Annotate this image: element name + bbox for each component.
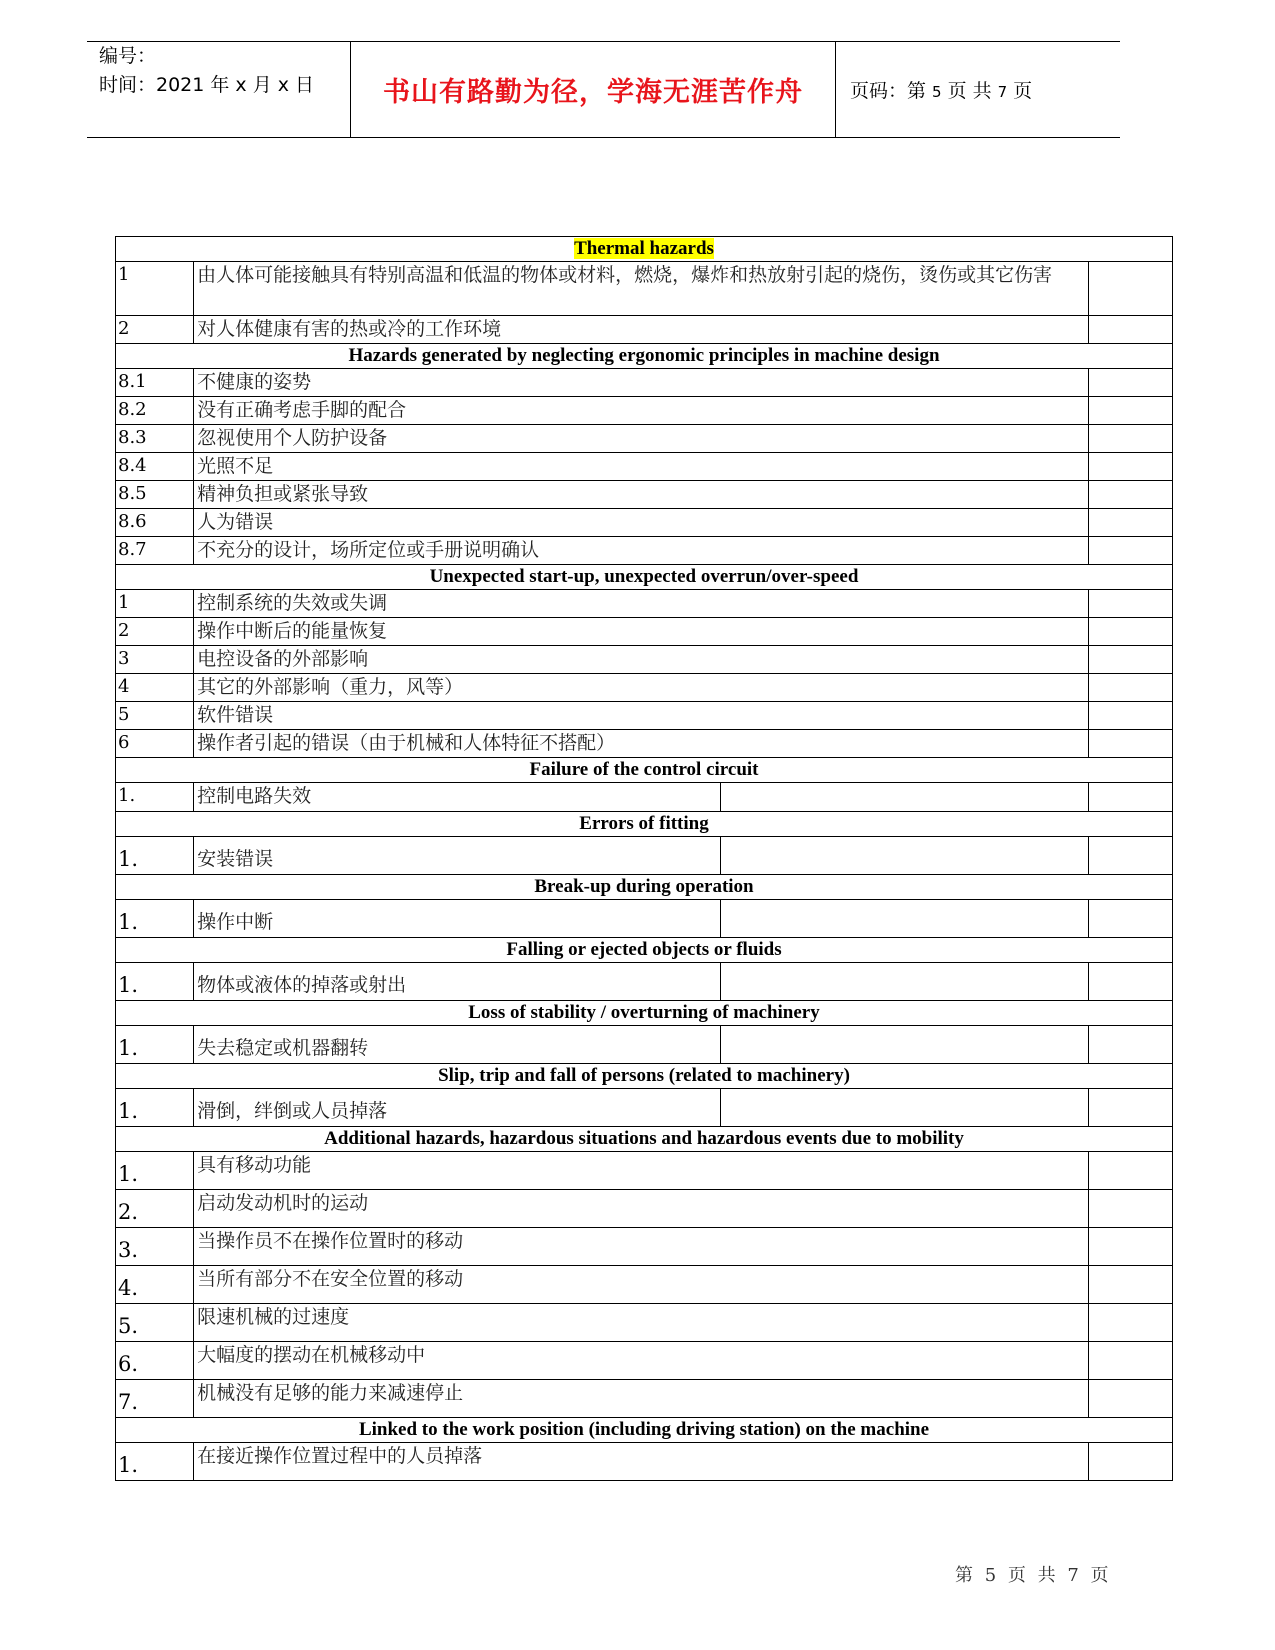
section-title: Linked to the work position (including driving station) on the machine (358, 1419, 930, 1440)
section-title-cell (116, 938, 1173, 963)
item-description: 不健康的姿势 (194, 369, 1089, 397)
item-number: 1. (116, 783, 194, 812)
section-title-cell (116, 1064, 1173, 1089)
item-number: 1. (116, 963, 194, 1001)
table-row (116, 1443, 1173, 1481)
table-row (116, 1026, 1173, 1064)
empty-cell (1088, 900, 1172, 938)
empty-cell (720, 837, 1088, 875)
empty-cell (1088, 1026, 1172, 1064)
table-row (116, 1089, 1173, 1127)
empty-cell (1088, 1152, 1172, 1190)
empty-cell (720, 1026, 1088, 1064)
section-title-cell (116, 1001, 1173, 1026)
item-description: 忽视使用个人防护设备 (194, 425, 1089, 453)
item-number: 3 (116, 646, 194, 674)
section-title: Unexpected start-up, unexpected overrun/over-speed (429, 566, 859, 587)
item-description: 滑倒，绊倒或人员掉落 (194, 1089, 720, 1127)
item-description: 限速机械的过速度 (194, 1304, 1089, 1342)
empty-cell (1088, 1304, 1172, 1342)
item-description: 没有正确考虑手脚的配合 (194, 397, 1089, 425)
section-header-row (116, 1418, 1173, 1443)
section-header-row (116, 344, 1173, 369)
section-title-cell (116, 565, 1173, 590)
empty-cell (1088, 1266, 1172, 1304)
item-description: 人为错误 (194, 509, 1089, 537)
section-title-cell (116, 344, 1173, 369)
section-title: Slip, trip and fall of persons (related to machinery) (438, 1065, 850, 1086)
page-footer: 第 5 页 共 7 页 (955, 1565, 1112, 1586)
table-row (116, 1152, 1173, 1190)
section-header-row (116, 1001, 1173, 1026)
table-row (116, 702, 1173, 730)
header-info-cell (87, 42, 351, 137)
section-title: Hazards generated by neglecting ergonomic principles in machine design (348, 345, 940, 366)
item-description: 启动发动机时的运动 (194, 1190, 1089, 1228)
empty-cell (1088, 453, 1172, 481)
item-number: 1. (116, 1443, 194, 1481)
item-number: 6. (116, 1342, 194, 1380)
section-title: Additional hazards, hazardous situations and hazardous events due to mobility (324, 1128, 964, 1149)
item-description: 控制电路失效 (194, 783, 720, 812)
page-prefix: 页码：第 (850, 80, 927, 102)
slogan: 书山有路勤为径，学海无涯苦作舟 (383, 77, 803, 108)
item-number: 8.6 (116, 509, 194, 537)
header-page-cell (836, 42, 1120, 137)
item-description: 大幅度的摆动在机械移动中 (194, 1342, 1089, 1380)
item-number: 8.2 (116, 397, 194, 425)
item-number: 1. (116, 1152, 194, 1190)
section-header-row (116, 1064, 1173, 1089)
header-slogan-cell (351, 42, 836, 137)
empty-cell (1088, 730, 1172, 758)
table-row (116, 1266, 1173, 1304)
table-row (116, 397, 1173, 425)
section-header-row (116, 812, 1173, 837)
table-row (116, 453, 1173, 481)
item-description: 当所有部分不在安全位置的移动 (194, 1266, 1089, 1304)
empty-cell (1088, 1342, 1172, 1380)
item-number: 4 (116, 674, 194, 702)
section-title-cell (116, 875, 1173, 900)
page-header (87, 41, 1120, 138)
empty-cell (1088, 702, 1172, 730)
item-description: 安装错误 (194, 837, 720, 875)
section-title: Thermal hazards (574, 238, 714, 259)
empty-cell (1088, 783, 1172, 812)
item-number: 4. (116, 1266, 194, 1304)
item-description: 在接近操作位置过程中的人员掉落 (194, 1443, 1089, 1481)
item-number: 1. (116, 1089, 194, 1127)
empty-cell (1088, 1190, 1172, 1228)
empty-cell (1088, 537, 1172, 565)
section-title-cell (116, 1418, 1173, 1443)
empty-cell (1088, 262, 1172, 316)
table-row (116, 425, 1173, 453)
item-number: 5. (116, 1304, 194, 1342)
item-number: 7. (116, 1380, 194, 1418)
empty-cell (720, 783, 1088, 812)
item-number: 1. (116, 837, 194, 875)
empty-cell (1088, 674, 1172, 702)
item-description: 精神负担或紧张导致 (194, 481, 1089, 509)
document-number-label: 编号： (99, 45, 157, 67)
empty-cell (1088, 1380, 1172, 1418)
section-title-cell (116, 1127, 1173, 1152)
empty-cell (1088, 646, 1172, 674)
empty-cell (1088, 481, 1172, 509)
page-total: 7 (997, 83, 1008, 101)
hazard-table (115, 236, 1173, 1481)
section-title: Errors of fitting (579, 813, 709, 834)
item-number: 2. (116, 1190, 194, 1228)
section-header-row (116, 1127, 1173, 1152)
empty-cell (720, 1089, 1088, 1127)
item-description: 不充分的设计，场所定位或手册说明确认 (194, 537, 1089, 565)
section-title: Loss of stability / overturning of machinery (468, 1002, 820, 1023)
item-description: 具有移动功能 (194, 1152, 1089, 1190)
table-row (116, 900, 1173, 938)
table-row (116, 262, 1173, 316)
empty-cell (1088, 1443, 1172, 1481)
item-description: 光照不足 (194, 453, 1089, 481)
table-row (116, 963, 1173, 1001)
page-current: 5 (932, 83, 942, 101)
section-title: Failure of the control circuit (529, 759, 759, 780)
table-row (116, 1380, 1173, 1418)
empty-cell (1088, 369, 1172, 397)
item-description: 控制系统的失效或失调 (194, 590, 1089, 618)
empty-cell (1088, 590, 1172, 618)
empty-cell (1088, 963, 1172, 1001)
page-indicator (850, 76, 1032, 103)
page-mid: 页 共 (947, 80, 992, 102)
table-row (116, 481, 1173, 509)
item-number: 3. (116, 1228, 194, 1266)
item-number: 2 (116, 316, 194, 344)
table-row (116, 369, 1173, 397)
section-title: Falling or ejected objects or fluids (506, 939, 782, 960)
table-row (116, 1190, 1173, 1228)
table-row (116, 1228, 1173, 1266)
document-date: 时间：2021 年 x 月 x 日 (99, 74, 315, 96)
item-number: 1 (116, 262, 194, 316)
empty-cell (1088, 509, 1172, 537)
item-description: 机械没有足够的能力来减速停止 (194, 1380, 1089, 1418)
table-row (116, 509, 1173, 537)
empty-cell (1088, 1228, 1172, 1266)
table-row (116, 316, 1173, 344)
table-row (116, 1342, 1173, 1380)
item-description: 操作中断 (194, 900, 720, 938)
table-row (116, 646, 1173, 674)
table-row (116, 618, 1173, 646)
table-row (116, 590, 1173, 618)
item-number: 5 (116, 702, 194, 730)
item-number: 8.7 (116, 537, 194, 565)
empty-cell (1088, 397, 1172, 425)
item-description: 对人体健康有害的热或冷的工作环境 (194, 316, 1089, 344)
table-row (116, 674, 1173, 702)
hazard-table-body (116, 237, 1173, 1481)
table-row (116, 783, 1173, 812)
item-number: 8.1 (116, 369, 194, 397)
table-row (116, 1304, 1173, 1342)
item-description: 其它的外部影响（重力，风等） (194, 674, 1089, 702)
empty-cell (1088, 1089, 1172, 1127)
section-title-cell (116, 237, 1173, 262)
item-number: 1. (116, 1026, 194, 1064)
page-suffix: 页 (1013, 80, 1033, 102)
table-row (116, 537, 1173, 565)
item-number: 1. (116, 900, 194, 938)
item-number: 1 (116, 590, 194, 618)
section-title-cell (116, 758, 1173, 783)
item-description: 失去稳定或机器翻转 (194, 1026, 720, 1064)
section-header-row (116, 938, 1173, 963)
section-title: Break-up during operation (534, 876, 754, 897)
item-description: 当操作员不在操作位置时的移动 (194, 1228, 1089, 1266)
empty-cell (720, 963, 1088, 1001)
item-description: 软件错误 (194, 702, 1089, 730)
item-number: 6 (116, 730, 194, 758)
table-row (116, 837, 1173, 875)
item-description: 操作者引起的错误（由于机械和人体特征不搭配） (194, 730, 1089, 758)
empty-cell (1088, 425, 1172, 453)
item-description: 电控设备的外部影响 (194, 646, 1089, 674)
table-row (116, 730, 1173, 758)
item-number: 8.5 (116, 481, 194, 509)
item-description: 物体或液体的掉落或射出 (194, 963, 720, 1001)
section-header-row (116, 758, 1173, 783)
empty-cell (1088, 837, 1172, 875)
section-header-row (116, 565, 1173, 590)
item-number: 2 (116, 618, 194, 646)
item-number: 8.4 (116, 453, 194, 481)
section-title-cell (116, 812, 1173, 837)
empty-cell (1088, 316, 1172, 344)
empty-cell (720, 900, 1088, 938)
item-number: 8.3 (116, 425, 194, 453)
item-description: 由人体可能接触具有特别高温和低温的物体或材料，燃烧，爆炸和热放射引起的烧伤，烫伤或其它伤害 (194, 262, 1089, 316)
section-header-row (116, 237, 1173, 262)
empty-cell (1088, 618, 1172, 646)
section-header-row (116, 875, 1173, 900)
item-description: 操作中断后的能量恢复 (194, 618, 1089, 646)
